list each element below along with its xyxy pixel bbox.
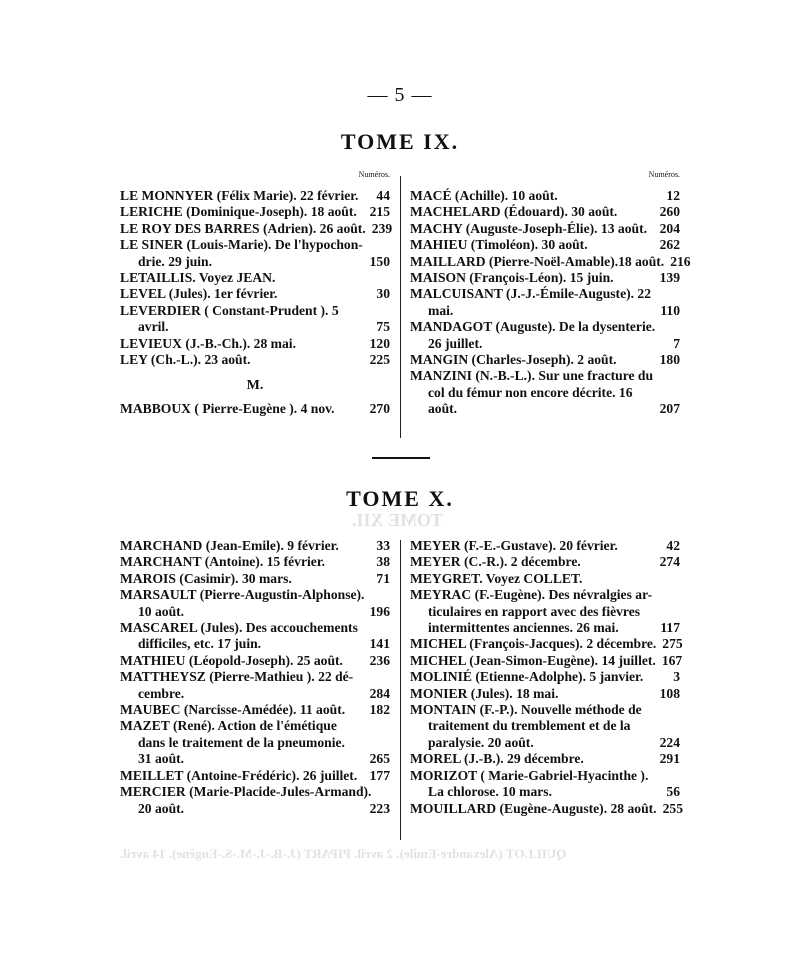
index-entry [120,286,390,302]
index-entry [410,571,680,587]
page-number: — 5 — [367,84,433,106]
index-entry [120,554,390,570]
index-entry [410,204,680,220]
entry-text: MALCUISANT (J.-J.-Émile-Auguste). 22 [410,286,652,302]
index-entry [410,253,691,270]
entry-number: 196 [369,603,390,619]
entry-number: 265 [369,751,390,767]
index-entry [120,718,390,767]
entry-number: 177 [369,767,390,783]
entry-text: MATHIEU (Léopold-Joseph). 25 août. [120,652,343,668]
entry-text: MEYER (C.-R.). 2 décembre. [410,554,581,570]
entry-text: 10 août. [138,603,185,619]
index-entry [120,784,390,817]
entry-number: 239 [371,220,393,236]
entry-number: 274 [659,554,680,570]
entry-number: 182 [369,702,390,718]
index-entry [120,270,390,286]
entry-text: 26 juillet. [428,335,483,351]
entry-text: MORIZOT ( Marie-Gabriel-Hyacinthe ). [410,767,649,783]
entry-text: LE MONNYER (Félix Marie). 22 février. [120,188,359,203]
index-entry [120,571,390,587]
entry-number: 180 [659,352,680,368]
column-divider-x [400,540,401,840]
entry-number: 204 [659,220,680,236]
index-entry [410,751,680,767]
entry-number: 3 [673,669,680,685]
entry-number: 291 [659,751,680,767]
entry-text: MONIER (Jules). 18 mai. [410,685,559,701]
index-entry [410,702,680,751]
index-entry [410,286,680,319]
entry-text: MARSAULT (Pierre-Augustin-Alphonse). [120,587,365,603]
entry-text: août. [428,401,458,417]
entry-text: MOUILLARD (Eugène-Auguste). 28 août. [410,800,657,816]
entry-text: MAISON (François-Léon). 15 juin. [410,270,614,286]
entry-number: 75 [376,319,390,335]
entry-number: 207 [659,401,680,417]
tome-ix-title: TOME IX. [340,129,460,154]
entry-text: MARCHAND (Jean-Emile). 9 février. [120,538,339,553]
entry-number: 139 [659,270,680,286]
entry-text: MARCHANT (Antoine). 15 février. [120,554,326,570]
index-entry [120,352,390,368]
index-entry [410,587,680,636]
entry-text: La chlorose. 10 mars. [428,784,552,800]
index-entry [410,368,680,417]
entry-text: mai. [428,302,454,318]
entry-text: MICHEL (François-Jacques). 2 décembre. [410,636,657,652]
entry-text: MACHY (Auguste-Joseph-Élie). 13 août. [410,220,648,236]
index-entry [410,669,680,685]
entry-text: MAROIS (Casimir). 30 mars. [120,570,292,586]
entry-text: avril. [138,319,169,335]
index-entry [410,636,683,652]
entry-text: MAILLARD (Pierre-Noël-Amable).18 août. [410,253,665,269]
entry-text: LEY (Ch.-L.). 23 août. [120,352,251,368]
index-entry [410,800,683,817]
entry-text: MAUBEC (Narcisse-Amédée). 11 août. [120,702,346,718]
entry-number: 215 [369,204,390,220]
entry-number: 225 [369,352,390,368]
column-divider-ix [400,176,401,438]
entry-text: MANZINI (N.-B.-L.). Sur une fracture du [410,368,654,384]
index-entry [120,620,390,653]
entry-text: MONTAIN (F.-P.). Nouvelle méthode de [410,702,642,718]
entry-number: 270 [369,400,390,416]
entry-number: 71 [376,570,390,586]
entry-text: LE SINER (Louis-Marie). De l'hypochon- [120,237,363,253]
entry-text: MERCIER (Marie-Placide-Jules-Armand). [120,784,372,800]
section-divider-rule [372,457,430,459]
entry-number: 260 [659,204,680,220]
index-entry [120,237,390,270]
entry-text: LEVERDIER ( Constant-Prudent ). 5 [120,302,339,318]
entry-text: LETAILLIS. Voyez JEAN. [120,270,276,286]
entry-number: 167 [661,652,683,668]
bleed-through-heading: TOME XII. [352,510,443,530]
entry-text: MAHIEU (Timoléon). 30 août. [410,237,588,253]
index-entry [410,652,683,669]
entry-text: LERICHE (Dominique-Joseph). 18 août. [120,204,357,220]
entry-number: 117 [660,620,680,636]
index-entry [410,768,680,801]
index-entry [120,653,390,669]
entry-number: 262 [659,237,680,253]
column-header-numeros: Numéros. [358,170,390,179]
entry-number: 216 [670,253,691,269]
entry-number: 224 [659,734,680,750]
entry-text: MICHEL (Jean-Simon-Eugène). 14 juillet. [410,652,656,668]
entry-number: 56 [666,784,680,800]
entry-text: difficiles, etc. 17 juin. [138,636,262,652]
index-entry [120,336,390,352]
index-entry [120,669,390,702]
entry-text: 31 août. [138,751,185,767]
entry-number: 150 [369,253,390,269]
index-entry [120,220,393,237]
entry-number: 108 [659,685,680,701]
bleed-through-line: QUILLOT (Alexandre-Emile). 2 avril. PIPART (J.-B.-J.-M.-S.-Eugène). 14 avril. [120,846,567,861]
entry-text: MOLINIÉ (Etienne-Adolphe). 5 janvier. [410,669,644,685]
entry-number: 284 [369,685,390,701]
entry-text: drie. 29 juin. [138,253,213,269]
entry-text: MABBOUX ( Pierre-Eugène ). 4 nov. [120,400,335,416]
entry-text: MATTHEYSZ (Pierre-Mathieu ). 22 dé- [120,669,354,685]
tome-x-title: TOME X. [346,486,454,511]
entry-text: MEYGRET. Voyez COLLET. [410,570,583,586]
entry-number: 7 [673,335,680,351]
index-entry [410,237,680,253]
index-entry [120,303,390,336]
entry-number: 223 [369,800,390,816]
index-entry [410,221,680,237]
entry-number: 110 [660,302,680,318]
index-entry [120,587,390,620]
index-entry [410,686,680,702]
index-entry [410,319,680,352]
index-entry [410,188,680,204]
index-entry [410,270,680,286]
entry-number: 38 [376,554,390,570]
entry-number: 236 [369,652,390,668]
tome-ix-left-column [120,170,393,417]
tome-x-left-column [120,538,390,817]
entry-text: cembre. [138,685,185,701]
entry-text: MANDAGOT (Auguste). De la dysenterie. [410,319,656,335]
index-entry [120,188,390,204]
tome-ix-right-column [410,170,691,418]
entry-number: 255 [662,800,683,816]
entry-text: MEYER (F.-E.-Gustave). 20 février. [410,538,618,553]
entry-number: 141 [369,636,390,652]
entry-text: traitement du tremblement et de la [428,718,631,734]
index-entry [120,204,390,220]
index-entry [120,768,390,784]
entry-text: intermittentes anciennes. 26 mai. [428,620,619,636]
entry-text: MACÉ (Achille). 10 août. [410,188,558,203]
entry-text: dans le traitement de la pneumonie. [138,734,345,750]
section-letter-m: M. [246,378,264,394]
entry-text: MANGIN (Charles-Joseph). 2 août. [410,352,617,368]
entry-text: MEILLET (Antoine-Frédéric). 26 juillet. [120,767,358,783]
entry-number: 42 [666,538,680,553]
entry-text: MASCAREL (Jules). Des accouchements [120,620,358,636]
index-entry [120,702,390,718]
entry-text: ticulaires en rapport avec des fièvres [428,603,641,619]
entry-number: 30 [376,286,390,302]
entry-text: MEYRAC (F.-Eugène). Des névralgies ar- [410,587,653,603]
entry-number: 44 [376,188,390,203]
entry-number: 275 [662,636,683,652]
column-header-numeros: Numéros. [648,170,680,179]
entry-text: paralysie. 20 août. [428,734,534,750]
index-entry [410,554,680,570]
entry-text: LEVEL (Jules). 1er février. [120,286,278,302]
index-entry [120,538,390,554]
entry-text: LEVIEUX (J.-B.-Ch.). 28 mai. [120,335,296,351]
entry-text: MAZET (René). Action de l'émétique [120,718,337,734]
entry-number: 33 [376,538,390,553]
index-entry [410,538,680,554]
entry-text: LE ROY DES BARRES (Adrien). 26 août. [120,220,366,236]
entry-text: MOREL (J.-B.). 29 décembre. [410,751,584,767]
entry-text: 20 août. [138,800,185,816]
entry-text: col du fémur non encore décrite. 16 [428,384,633,400]
index-entry [120,401,390,417]
tome-x-right-column [410,538,683,817]
entry-text: MACHELARD (Édouard). 30 août. [410,204,618,220]
entry-number: 120 [369,335,390,351]
entry-number: 12 [666,188,680,203]
index-entry [410,352,680,368]
